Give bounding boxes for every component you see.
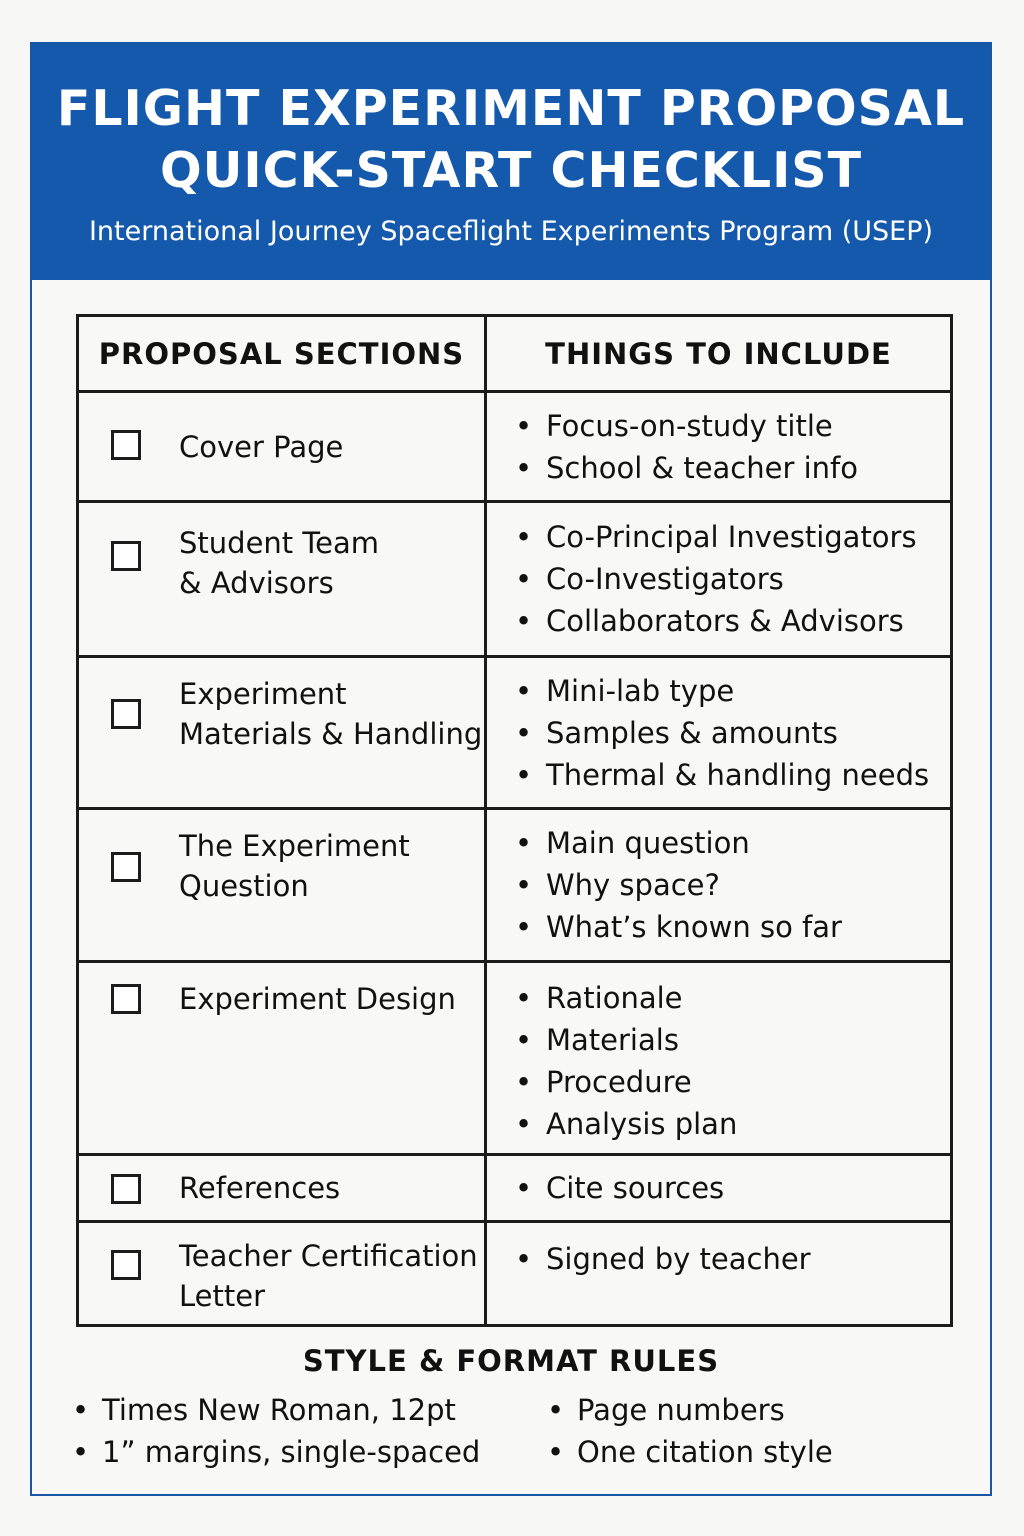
rule-item: • 1” margins, single-spaced	[72, 1431, 480, 1473]
section-label: The Experiment Question	[179, 829, 410, 903]
table-header-row	[78, 316, 952, 392]
table-row	[78, 392, 952, 502]
section-label: Cover Page	[179, 429, 344, 464]
list-item: • Why space?	[515, 864, 949, 906]
table-row	[78, 1222, 952, 1326]
list-item: • Co-Principal Investigators	[515, 516, 949, 558]
references-checkbox[interactable]	[111, 1174, 141, 1204]
style-rules-left-list	[72, 1389, 480, 1473]
section-cell	[78, 392, 486, 502]
list-item: • Rationale	[515, 977, 949, 1019]
list-item: • Co-Investigators	[515, 558, 949, 600]
materials-checkbox[interactable]	[111, 699, 141, 729]
program-subtitle: International Journey Spaceflight Experiments Program (USEP)	[88, 216, 934, 247]
cover-page-checkbox[interactable]	[111, 430, 141, 460]
list-item: • Collaborators & Advisors	[515, 600, 949, 642]
list-item: • Cite sources	[515, 1167, 949, 1209]
list-item: • Analysis plan	[515, 1103, 949, 1145]
table-row	[78, 657, 952, 809]
items-cell	[486, 502, 952, 657]
section-label: Experiment Design	[179, 982, 456, 1016]
section-cell	[78, 962, 486, 1155]
list-item: • What’s known so far	[515, 906, 949, 948]
items-cell	[486, 1222, 952, 1326]
items-cell	[486, 962, 952, 1155]
section-label: Experiment Materials & Handling	[179, 677, 483, 751]
items-cell	[486, 1155, 952, 1222]
section-label: References	[179, 1171, 341, 1205]
teacher-letter-checkbox[interactable]	[111, 1250, 141, 1280]
checklist-table	[76, 314, 953, 1327]
list-item: • Signed by teacher	[515, 1238, 949, 1280]
design-checkbox[interactable]	[111, 984, 141, 1014]
rule-item: • One citation style	[547, 1431, 833, 1473]
checklist-card	[30, 42, 992, 1496]
list-item: • Materials	[515, 1019, 949, 1061]
table-row	[78, 809, 952, 962]
question-checkbox[interactable]	[111, 852, 141, 882]
items-cell	[486, 392, 952, 502]
section-cell	[78, 1222, 486, 1326]
table-row	[78, 502, 952, 657]
section-cell	[78, 1155, 486, 1222]
page-title-line-1: FLIGHT EXPERIMENT PROPOSAL	[56, 80, 966, 137]
list-item: • School & teacher info	[515, 447, 949, 489]
list-item: • Samples & amounts	[515, 712, 949, 754]
header-banner	[32, 44, 990, 280]
things-to-include-header: THINGS TO INCLUDE	[486, 316, 952, 392]
section-cell	[78, 657, 486, 809]
student-team-checkbox[interactable]	[111, 541, 141, 571]
list-item: • Mini-lab type	[515, 670, 949, 712]
list-item: • Main question	[515, 822, 949, 864]
items-cell	[486, 657, 952, 809]
list-item: • Thermal & handling needs	[515, 754, 949, 796]
table-row	[78, 962, 952, 1155]
rule-item: • Page numbers	[547, 1389, 833, 1431]
rule-item: • Times New Roman, 12pt	[72, 1389, 480, 1431]
page-title-line-2: QUICK-START CHECKLIST	[159, 142, 863, 199]
style-rules-right-list	[547, 1389, 833, 1473]
proposal-sections-header: PROPOSAL SECTIONS	[78, 316, 486, 392]
section-cell	[78, 502, 486, 657]
section-cell	[78, 809, 486, 962]
items-cell	[486, 809, 952, 962]
section-label: Teacher Certification Letter	[179, 1239, 478, 1313]
list-item: • Focus-on-study title	[515, 405, 949, 447]
section-label: Student Team & Advisors	[179, 526, 380, 600]
list-item: • Procedure	[515, 1061, 949, 1103]
style-rules-title: STYLE & FORMAT RULES	[302, 1344, 720, 1378]
table-row	[78, 1155, 952, 1222]
